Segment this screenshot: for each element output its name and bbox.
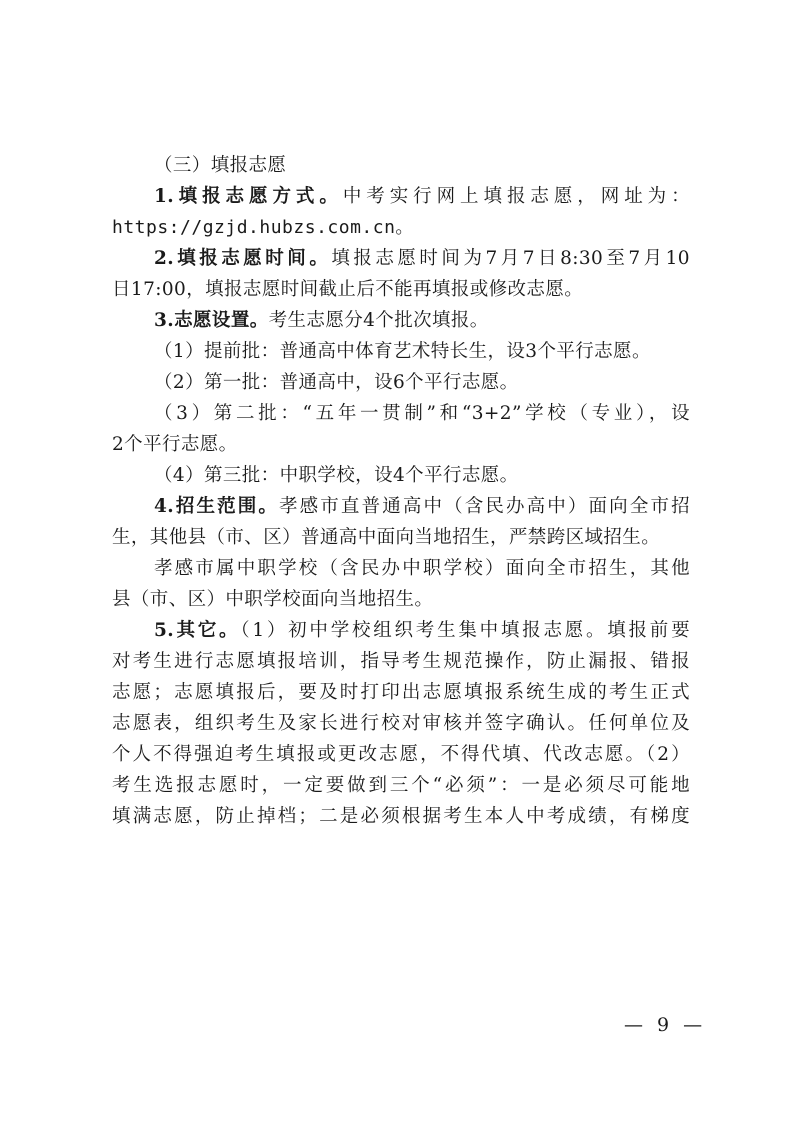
item-2-line-1 [112,243,690,274]
item-3-batch-2: （2）第一批：普通高中，设6个平行志愿。 [154,372,519,393]
item-4-heading: 4.招生范围。 [154,496,280,517]
item-1-text: 中考实行网上填报志愿，网址为： [342,186,690,207]
item-5-line-7: 填满志愿，防止掉档；二是必须根据考生本人中考成绩，有梯度 [112,806,690,827]
item-3-text: 考生志愿分4个批次填报。 [268,310,489,331]
item-2-heading: 2.填报志愿时间。 [154,248,332,269]
item-3-batch-4: （4）第三批：中职学校，设4个平行志愿。 [154,465,519,486]
item-5-line-2: 对考生进行志愿填报培训，指导考生规范操作，防止漏报、错报 [112,651,690,672]
item-1-line-2 [112,212,690,243]
item-4-para-2-line-2: 县（市、区）中职学校面向当地招生。 [112,589,434,610]
item-5-line-4: 志愿表，组织考生及家长进行校对审核并签字确认。任何单位及 [112,713,690,734]
page-number: — 9 — [624,1014,707,1036]
item-2-text-b: 日17:00，填报志愿时间截止后不能再填报或修改志愿。 [112,279,584,300]
section-heading: （三）填报志愿 [154,155,287,176]
item-2-text-a: 填报志愿时间为7月7日8:30至7月10 [331,248,690,269]
item-1-heading: 1.填报志愿方式。 [154,186,343,207]
item-4-para-2-line-1: 孝感市属中职学校（含民办中职学校）面向全市招生，其他 [154,558,690,579]
item-5-line-1: 5.其它。（1）初中学校组织考生集中填报志愿。填报前要 [154,620,690,641]
item-4-line-1 [112,491,690,522]
body-text [112,150,690,832]
item-3-batch-3-line-2: 2个平行志愿。 [112,434,238,455]
item-1-url: https://gzjd.hubzs.com.cn。 [112,217,414,238]
item-2-line-2 [112,274,690,305]
item-4-line-2: 生，其他县（市、区）普通高中面向当地招生，严禁跨区域招生。 [112,527,661,548]
item-3-batch-1: （1）提前批：普通高中体育艺术特长生，设3个平行志愿。 [154,341,651,362]
item-5-line-5: 个人不得强迫考生填报或更改志愿，不得代填、代改志愿。（2） [112,744,690,765]
item-3-batch-3-line-1: （3）第二批：“五年一贯制”和“3+2”学校（专业），设 [154,403,690,424]
item-3-line-1 [112,305,690,336]
item-5-line-3: 志愿；志愿填报后，要及时打印出志愿填报系统生成的考生正式 [112,682,690,703]
item-1-line-1 [112,181,690,212]
item-3-heading: 3.志愿设置。 [154,310,269,331]
item-5-line-6: 考生选报志愿时，一定要做到三个“必须”：一是必须尽可能地 [112,775,690,796]
item-4-text-a: 孝感市直普通高中（含民办高中）面向全市招 [279,496,690,517]
item-5-heading: 5.其它。 [154,620,241,641]
